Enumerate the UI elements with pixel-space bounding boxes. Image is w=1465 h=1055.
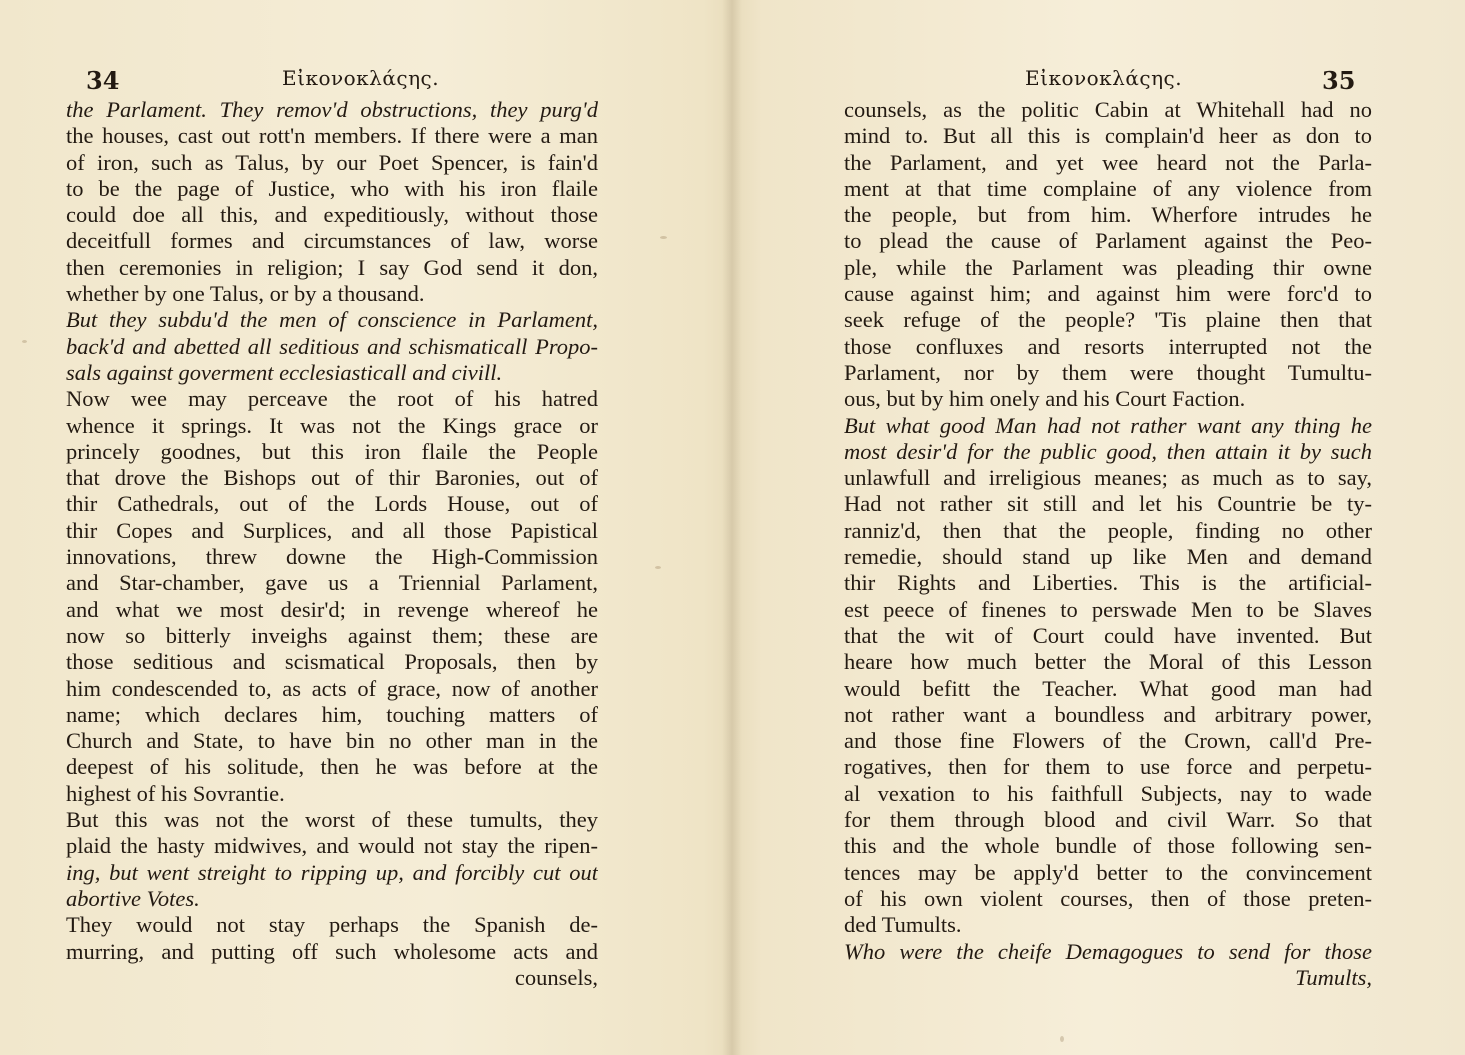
ink-speck — [1060, 1036, 1064, 1042]
page-number: 35 — [1322, 66, 1356, 95]
text-line: that drove the Bishops out of thir Baronies, out of — [66, 465, 598, 491]
text-line: the people, but from him. Wherfore intrudes he — [844, 202, 1372, 228]
text-line: est peece of finenes to perswade Men to be Slaves — [844, 596, 1372, 622]
right-page — [742, 0, 1465, 1055]
text-line: highest of his Sovrantie. — [66, 780, 285, 806]
text-line: But what good Man had not rather want any thing he — [844, 412, 1372, 438]
text-line: But they subdu'd the men of conscience in Parlament, — [66, 307, 598, 333]
text-line: those confluxes and resorts interrupted not the — [844, 333, 1372, 359]
text-line: innovations, threw downe the High-Commission — [66, 544, 598, 570]
text-line: remedie, should stand up like Men and demand — [844, 544, 1372, 570]
text-line: ous, but by him onely and his Court Faction. — [844, 386, 1246, 412]
text-line: Parlament, nor by them were thought Tumultu- — [844, 359, 1372, 385]
text-line: Tumults, — [1295, 964, 1372, 990]
text-line: counsels, — [514, 964, 598, 990]
text-line: unlawfull and irreligious meanes; as much as to say, — [844, 465, 1372, 491]
text-line: rogatives, then for them to use force and perpetu- — [844, 754, 1372, 780]
text-line: thir Rights and Liberties. This is the artificial- — [844, 570, 1372, 596]
text-line: the Parlament. They remov'd obstructions, they purg'd — [66, 97, 598, 122]
text-line: of iron, such as Talus, by our Poet Spencer, is fain'd — [66, 149, 598, 175]
text-line: But this was not the worst of these tumults, they — [66, 807, 598, 833]
text-line: princely goodnes, but this iron flaile the People — [66, 438, 598, 464]
text-line: that the wit of Court could have invented. But — [844, 622, 1372, 648]
text-line: murring, and putting off such wholesome acts and — [66, 938, 598, 964]
text-line: al vexation to his faithfull Subjects, nay to wade — [844, 780, 1372, 806]
running-head: Εἰκονοκλάςης. — [282, 66, 440, 90]
text-line: to be the page of Justice, who with his iron flaile — [66, 175, 598, 201]
text-line: thir Cathedrals, out of the Lords House, out of — [66, 491, 598, 517]
text-line: this and the whole bundle of those following sen- — [844, 833, 1372, 859]
text-line: him condescended to, as acts of grace, now of another — [66, 675, 598, 701]
text-line: tences may be apply'd better to the convincement — [844, 859, 1372, 885]
text-line: sals against goverment ecclesiasticall and civill. — [66, 359, 503, 385]
text-line: most desir'd for the public good, then attain it by such — [844, 438, 1372, 464]
text-line: back'd and abetted all seditious and schismaticall Propo- — [66, 333, 598, 359]
text-line: Who were the cheife Demagogues to send for those — [844, 938, 1372, 964]
running-head: Εἰκονοκλάςης. — [1025, 66, 1183, 90]
book-gutter — [722, 0, 742, 1055]
text-line: seek refuge of the people? 'Tis plaine then that — [844, 307, 1372, 333]
text-line: ing, but went streight to ripping up, and forcibly cut out — [66, 859, 598, 885]
text-line: and those fine Flowers of the Crown, call'd Pre- — [844, 728, 1372, 754]
text-line: those seditious and scismatical Proposals, then by — [66, 649, 598, 675]
page-number: 34 — [86, 66, 120, 95]
text-line: Church and State, to have bin no other man in the — [66, 728, 598, 754]
text-line: deceitfull formes and circumstances of law, worse — [66, 228, 598, 254]
text-line: deepest of his solitude, then he was before at the — [66, 754, 598, 780]
ink-speck — [22, 340, 27, 343]
text-line: Had not rather sit still and let his Countrie be ty- — [844, 491, 1372, 517]
text-line: whence it springs. It was not the Kings grace or — [66, 412, 598, 438]
text-line: plaid the hasty midwives, and would not stay the ripen- — [66, 833, 598, 859]
text-line: ment at that time complaine of any violence from — [844, 175, 1372, 201]
text-line: They would not stay perhaps the Spanish de- — [66, 912, 598, 938]
body-text — [844, 97, 1372, 991]
left-page — [0, 0, 722, 1055]
text-line: ple, while the Parlament was pleading thir owne — [844, 254, 1372, 280]
text-line: mind to. But all this is complain'd heer as don to — [844, 123, 1372, 149]
body-text — [66, 97, 598, 991]
text-line: would befitt the Teacher. What good man had — [844, 675, 1372, 701]
text-line: then ceremonies in religion; I say God send it don, — [66, 254, 598, 280]
text-line: counsels, as the politic Cabin at Whitehall had no — [844, 97, 1372, 122]
text-line: whether by one Talus, or by a thousand. — [66, 281, 425, 307]
text-line: name; which declares him, touching matters of — [66, 701, 598, 727]
text-line: to plead the cause of Parlament against the Peo- — [844, 228, 1372, 254]
text-line: not rather want a boundless and arbitrary power, — [844, 701, 1372, 727]
text-line: for them through blood and civil Warr. So that — [844, 807, 1372, 833]
text-line: ded Tumults. — [844, 912, 962, 938]
text-line: of his own violent courses, then of those preten- — [844, 885, 1372, 911]
text-line: and what we most desir'd; in revenge whereof he — [66, 596, 598, 622]
text-line: now so bitterly inveighs against them; these are — [66, 622, 598, 648]
ink-speck — [660, 236, 667, 239]
text-line: thir Copes and Surplices, and all those Papistical — [66, 517, 598, 543]
text-line: cause against him; and against him were forc'd to — [844, 281, 1372, 307]
ink-speck — [655, 566, 661, 569]
text-line: could doe all this, and expeditiously, without those — [66, 202, 598, 228]
text-line: the houses, cast out rott'n members. If there were a man — [66, 123, 598, 149]
text-line: the Parlament, and yet wee heard not the Parla- — [844, 149, 1372, 175]
text-line: Now wee may perceave the root of his hatred — [66, 386, 598, 412]
text-line: abortive Votes. — [66, 885, 200, 911]
text-line: ranniz'd, then that the people, finding no other — [844, 517, 1372, 543]
text-line: and Star-chamber, gave us a Triennial Parlament, — [66, 570, 598, 596]
text-line: heare how much better the Moral of this Lesson — [844, 649, 1372, 675]
